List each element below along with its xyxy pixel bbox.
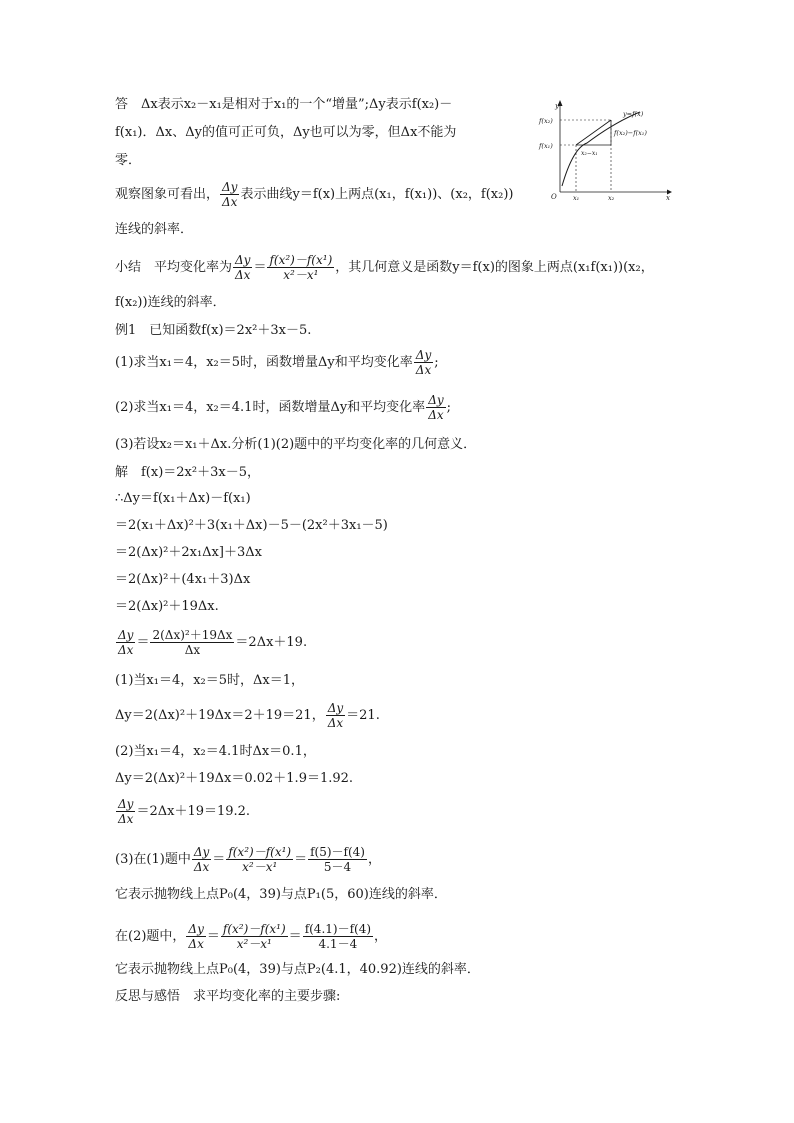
delta-y-label: f(x₂)−f(x₁) xyxy=(614,129,647,137)
frac-num: Δy xyxy=(118,797,134,811)
frac-num: f(x²)－f(x¹) xyxy=(269,253,333,267)
p1b-fraction xyxy=(326,701,345,730)
reflection: 反思与感悟 求平均变化率的主要步骤: xyxy=(115,989,341,1004)
solution-line-5: ＝2(Δx)²＋(4x₁＋3)Δx xyxy=(115,572,251,587)
curve-label: y=f(x) xyxy=(623,110,644,118)
summary-post: ，其几何意义是函数y＝f(x)的图象上两点(x₁f(x₁))(x₂， xyxy=(335,260,654,275)
part4-line-2: 它表示抛物线上点P₀(4，39)与点P₂(4.1，40.92)连线的斜率． xyxy=(115,962,480,977)
summary-line-2: f(x₂))连线的斜率． xyxy=(115,295,226,310)
summary-eq: ＝ xyxy=(253,260,267,275)
solution-line-6: ＝2(Δx)²＋19Δx. xyxy=(115,599,219,614)
frac-num: f(4.1)－f(4) xyxy=(304,922,372,936)
observe-fraction xyxy=(220,180,239,209)
p3-eq-1: ＝ xyxy=(212,852,226,867)
answer-line-1: 答 Δx表示x₂－x₁是相对于x₁的一个“增量”;Δy表示f(x₂)－ xyxy=(115,97,453,112)
y-axis-label: y xyxy=(555,102,559,110)
frac-den: Δx xyxy=(415,363,432,377)
frac-den: Δx xyxy=(327,716,344,730)
s7-fraction-2 xyxy=(150,628,234,657)
solution-line-2: ∴Δy＝f(x₁＋Δx)－f(x₁) xyxy=(115,491,251,506)
delta-x-label: x₂−x₁ xyxy=(581,150,598,157)
p4-pre: 在(2)题中， xyxy=(115,929,186,944)
solution-line-7 xyxy=(115,628,307,657)
q2-text: (2)求当x₁＝4，x₂＝4.1时，函数增量Δy和平均变化率 xyxy=(115,400,426,415)
x2-tick-label: x₂ xyxy=(608,194,615,202)
frac-num: f(5)－f(4) xyxy=(310,845,365,859)
summary-fraction-1 xyxy=(233,253,252,282)
q1-end: ; xyxy=(434,355,439,370)
frac-num: Δy xyxy=(118,628,134,642)
answer-line-3: 零． xyxy=(115,153,142,168)
solution-line-4: ＝2(Δx)²＋2x₁Δx]＋3Δx xyxy=(115,545,262,560)
s7-fraction-1 xyxy=(116,628,135,657)
frac-num: Δy xyxy=(193,845,210,859)
fx1-label: f(x₁) xyxy=(539,142,553,150)
example-q2 xyxy=(115,393,451,422)
example-q1 xyxy=(115,348,439,377)
frac-den: x²－x¹ xyxy=(236,937,272,951)
fx2-label: f(x₂) xyxy=(539,117,553,125)
part3-line-1 xyxy=(115,845,381,874)
observe-line-1 xyxy=(115,180,513,209)
p3-eq-2: ＝ xyxy=(294,852,308,867)
p3-fraction-3 xyxy=(308,845,367,874)
p4-fraction-1 xyxy=(186,922,205,951)
frac-num: Δy xyxy=(415,348,432,362)
frac-den: Δx xyxy=(188,937,204,951)
frac-num: Δy xyxy=(222,180,238,194)
p4-post: ， xyxy=(374,929,388,944)
answer-line-2: f(x₁)．Δx、Δy的值可正可负，Δy也可以为零，但Δx不能为 xyxy=(115,125,457,140)
p3-fraction-1 xyxy=(192,845,211,874)
p3-fraction-2 xyxy=(226,845,293,874)
p4-eq-1: ＝ xyxy=(206,929,220,944)
part4-line-1 xyxy=(115,922,387,951)
summary-pre: 小结 平均变化率为 xyxy=(115,260,233,275)
frac-den: 5－4 xyxy=(323,860,352,874)
p3-pre: (3)在(1)题中 xyxy=(115,852,191,867)
q2-end: ; xyxy=(446,400,452,415)
frac-den: Δx xyxy=(193,860,210,874)
q2-fraction xyxy=(426,393,445,422)
summary-fraction-2 xyxy=(267,253,334,282)
frac-den: Δx xyxy=(222,195,238,209)
frac-den: Δx xyxy=(118,812,134,826)
part1-line-2 xyxy=(115,701,380,730)
part2-line-1: (2)当x₁＝4，x₂＝4.1时Δx＝0.1， xyxy=(115,744,316,759)
function-graph xyxy=(535,96,675,202)
secant-line xyxy=(576,120,611,145)
frac-num: Δy xyxy=(188,922,204,936)
frac-den: Δx xyxy=(428,408,444,422)
p4-fraction-2 xyxy=(221,922,288,951)
frac-num: f(x²)－f(x¹) xyxy=(228,845,292,859)
frac-den: Δx xyxy=(118,643,134,657)
q1-fraction xyxy=(414,348,433,377)
p3-post: ， xyxy=(368,852,382,867)
p4-eq-2: ＝ xyxy=(288,929,302,944)
observe-pre: 观察图象可看出， xyxy=(115,187,220,202)
origin-label: O xyxy=(551,193,557,201)
observe-post: 表示曲线y＝f(x)上两点(x₁，f(x₁))、(x₂，f(x₂)) xyxy=(240,187,514,202)
frac-den: x²－x¹ xyxy=(283,268,319,282)
frac-den: 4.1－4 xyxy=(318,937,358,951)
frac-den: Δx xyxy=(235,268,251,282)
frac-den: x²－x¹ xyxy=(242,860,278,874)
part1-line-1: (1)当x₁＝4，x₂＝5时，Δx＝1， xyxy=(115,673,305,688)
summary-line-1 xyxy=(115,253,654,282)
example-q3: (3)若设x₂＝x₁＋Δx.分析(1)(2)题中的平均变化率的几何意义． xyxy=(115,437,477,452)
observe-line-2: 连线的斜率． xyxy=(115,222,194,237)
p1b-post: ＝21. xyxy=(346,708,380,723)
frac-num: 2(Δx)²＋19Δx xyxy=(152,628,233,642)
p2c-post: ＝2Δx＋19＝19.2. xyxy=(136,804,251,819)
x1-tick-label: x₁ xyxy=(573,194,580,202)
solution-line-3: ＝2(x₁＋Δx)²＋3(x₁＋Δx)－5－(2x²＋3x₁－5) xyxy=(115,518,388,533)
p1b-text: Δy＝2(Δx)²＋19Δx＝2＋19＝21， xyxy=(115,708,325,723)
frac-num: Δy xyxy=(235,253,251,267)
solution-line-1: 解 f(x)＝2x²＋3x－5， xyxy=(115,465,260,480)
part2-line-2: Δy＝2(Δx)²＋19Δx＝0.02＋1.9＝1.92. xyxy=(115,771,354,786)
p4-fraction-3 xyxy=(303,922,373,951)
q1-text: (1)求当x₁＝4，x₂＝5时，函数增量Δy和平均变化率 xyxy=(115,355,413,370)
s7-eq: ＝ xyxy=(136,635,150,650)
frac-den: Δx xyxy=(184,643,201,657)
example-title: 例1 已知函数f(x)＝2x²＋3x－5. xyxy=(115,323,312,338)
s7-post: ＝2Δx＋19. xyxy=(235,635,308,650)
frac-num: Δy xyxy=(327,701,344,715)
frac-num: f(x²)－f(x¹) xyxy=(222,922,286,936)
frac-num: Δy xyxy=(428,393,444,407)
function-curve xyxy=(562,112,640,186)
part3-line-2: 它表示抛物线上点P₀(4，39)与点P₁(5，60)连线的斜率． xyxy=(115,887,447,902)
part2-line-3 xyxy=(115,797,250,826)
x-axis-label: x xyxy=(666,194,670,202)
p2c-fraction xyxy=(116,797,135,826)
